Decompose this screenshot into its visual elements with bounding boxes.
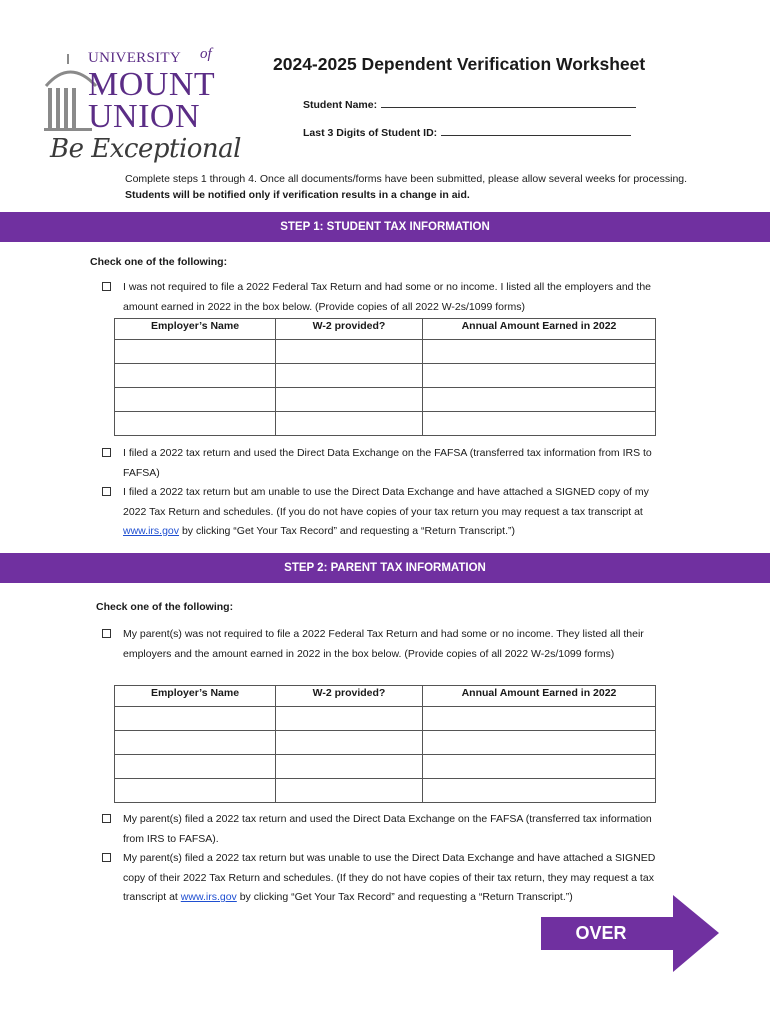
table-cell[interactable] bbox=[276, 779, 423, 803]
step2-option3-text-after: by clicking “Get Your Tax Record” and requesting a “Return Transcript.”) bbox=[239, 891, 573, 903]
step1-option-signed-return[interactable] bbox=[123, 483, 668, 542]
table-header-row bbox=[115, 319, 656, 340]
step1-option-dde[interactable] bbox=[123, 444, 675, 483]
table-cell[interactable] bbox=[423, 364, 656, 388]
student-id-field bbox=[303, 124, 631, 139]
logo-tagline: Be Exceptional bbox=[50, 134, 241, 164]
table-cell[interactable] bbox=[276, 707, 423, 731]
step1-option-no-return[interactable] bbox=[123, 278, 668, 317]
header-annual-amount: Annual Amount Earned in 2022 bbox=[423, 686, 656, 707]
table-cell[interactable] bbox=[115, 755, 276, 779]
table-cell[interactable] bbox=[276, 412, 423, 436]
checkbox[interactable] bbox=[102, 814, 111, 823]
intro-paragraph bbox=[125, 172, 695, 203]
table-cell[interactable] bbox=[276, 340, 423, 364]
table-cell[interactable] bbox=[276, 731, 423, 755]
student-name-field bbox=[303, 96, 636, 111]
table-cell[interactable] bbox=[423, 707, 656, 731]
logo-university-text: UNIVERSITY bbox=[88, 50, 181, 66]
student-name-label: Student Name: bbox=[303, 99, 378, 111]
header-employer-name: Employer’s Name bbox=[115, 319, 276, 340]
step2-option-no-return[interactable] bbox=[123, 625, 678, 664]
irs-link[interactable]: www.irs.gov bbox=[123, 525, 180, 537]
step1-check-label: Check one of the following: bbox=[90, 256, 228, 268]
step1-employer-table bbox=[114, 318, 656, 436]
student-id-label: Last 3 Digits of Student ID: bbox=[303, 127, 438, 139]
table-cell[interactable] bbox=[115, 364, 276, 388]
logo-of-text: of bbox=[200, 46, 212, 62]
table-cell[interactable] bbox=[115, 731, 276, 755]
irs-link[interactable]: www.irs.gov bbox=[180, 891, 237, 903]
header-w2-provided: W-2 provided? bbox=[276, 686, 423, 707]
table-row bbox=[115, 364, 656, 388]
step2-option2-text: My parent(s) filed a 2022 tax return and used the Direct Data Exchange on the FAFSA (transferred tax information from IRS to FAFSA). bbox=[123, 813, 652, 845]
document-title: 2024-2025 Dependent Verification Worksheet bbox=[273, 54, 646, 74]
intro-text: Complete steps 1 through 4. Once all documents/forms have been submitted, please allow several weeks for processing. bbox=[125, 173, 688, 185]
table-row bbox=[115, 731, 656, 755]
table-cell[interactable] bbox=[115, 412, 276, 436]
checkbox[interactable] bbox=[102, 448, 111, 457]
step1-option1-text: I was not required to file a 2022 Federal Tax Return and had some or no income. I listed all the employers and the amount earned in 2022 in the box below. (Provide copies of all 2022 W-2s/1099 forms) bbox=[123, 281, 652, 313]
student-name-blank[interactable] bbox=[381, 96, 636, 108]
table-header-row bbox=[115, 686, 656, 707]
table-cell[interactable] bbox=[276, 755, 423, 779]
step2-option3-text: My parent(s) filed a 2022 tax return but was unable to use the Direct Data Exchange and have attached a SIGNED copy of their 2022 Tax Return and schedules. (If they do not have copies of their tax return, they may request a tax transcript at bbox=[123, 852, 656, 903]
university-logo bbox=[36, 44, 241, 169]
table-cell[interactable] bbox=[423, 755, 656, 779]
logo-mount-text: MOUNT bbox=[88, 66, 216, 103]
table-row bbox=[115, 412, 656, 436]
table-cell[interactable] bbox=[115, 340, 276, 364]
header-w2-provided: W-2 provided? bbox=[276, 319, 423, 340]
table-cell[interactable] bbox=[423, 731, 656, 755]
table-cell[interactable] bbox=[423, 412, 656, 436]
step1-option3-text-after: by clicking “Get Your Tax Record” and requesting a “Return Transcript.”) bbox=[181, 525, 515, 537]
checkbox[interactable] bbox=[102, 282, 111, 291]
step1-option3-text: I filed a 2022 tax return but am unable to use the Direct Data Exchange and have attached a SIGNED copy of my 2022 Tax Return and schedules. (If you do not have copies of your tax return you may request a tax transcript at bbox=[123, 486, 649, 518]
intro-bold-text: Students will be notified only if verification results in a change in aid. bbox=[125, 188, 470, 201]
step2-employer-table bbox=[114, 685, 656, 803]
table-cell[interactable] bbox=[276, 364, 423, 388]
logo-union-text: UNION bbox=[88, 98, 201, 135]
table-row bbox=[115, 779, 656, 803]
table-cell[interactable] bbox=[115, 388, 276, 412]
header-employer-name: Employer’s Name bbox=[115, 686, 276, 707]
step1-banner: STEP 1: STUDENT TAX INFORMATION bbox=[0, 212, 770, 242]
table-cell[interactable] bbox=[115, 779, 276, 803]
checkbox[interactable] bbox=[102, 853, 111, 862]
step1-option2-text: I filed a 2022 tax return and used the Direct Data Exchange on the FAFSA (transferred tax information from IRS to FAFSA) bbox=[123, 447, 652, 479]
table-cell[interactable] bbox=[115, 707, 276, 731]
step2-option-dde[interactable] bbox=[123, 810, 668, 849]
table-cell[interactable] bbox=[276, 388, 423, 412]
table-cell[interactable] bbox=[423, 388, 656, 412]
over-arrow bbox=[541, 895, 719, 972]
step2-check-label: Check one of the following: bbox=[96, 601, 234, 613]
student-id-blank[interactable] bbox=[441, 124, 631, 136]
table-cell[interactable] bbox=[423, 779, 656, 803]
checkbox[interactable] bbox=[102, 629, 111, 638]
over-label: OVER bbox=[575, 923, 627, 943]
table-row bbox=[115, 707, 656, 731]
header-annual-amount: Annual Amount Earned in 2022 bbox=[423, 319, 656, 340]
table-row bbox=[115, 388, 656, 412]
checkbox[interactable] bbox=[102, 487, 111, 496]
table-row bbox=[115, 755, 656, 779]
step2-banner: STEP 2: PARENT TAX INFORMATION bbox=[0, 553, 770, 583]
step2-option1-text: My parent(s) was not required to file a 2022 Federal Tax Return and had some or no income. They listed all their employers and the amount earned in 2022 in the box below. (Provide copies of all 2022 W-2s/1099 forms) bbox=[123, 628, 644, 660]
table-cell[interactable] bbox=[423, 340, 656, 364]
table-row bbox=[115, 340, 656, 364]
